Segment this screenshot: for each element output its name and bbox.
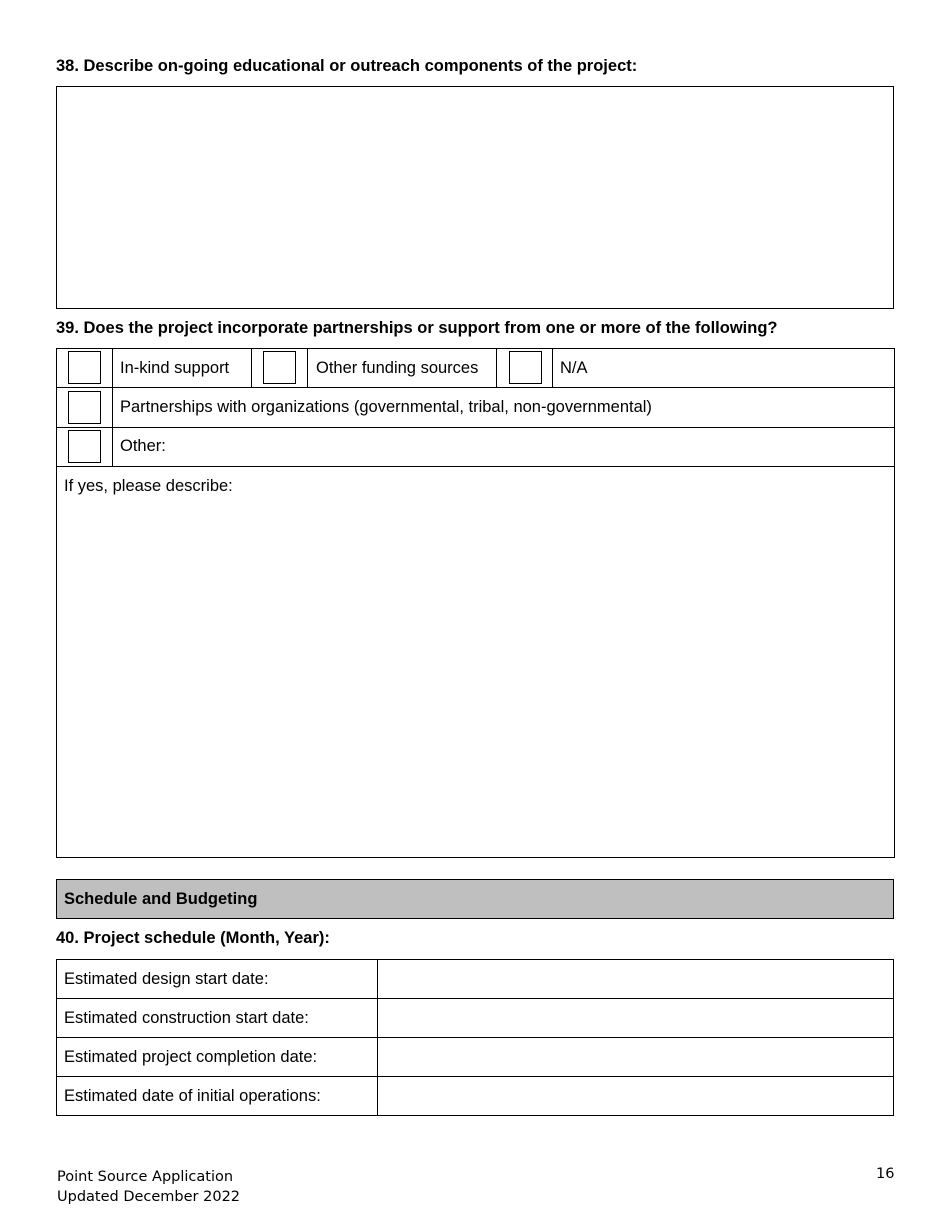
partnerships-label: Partnerships with organizations (governmental, tribal, non-governmental)	[120, 398, 652, 416]
column-divider	[496, 348, 497, 387]
column-divider	[307, 348, 308, 387]
footer-updated: Updated December 2022	[57, 1189, 241, 1205]
design-start-date-field[interactable]	[378, 960, 893, 998]
column-divider	[251, 348, 252, 387]
question-40-label: 40. Project schedule (Month, Year):	[56, 929, 330, 947]
in-kind-support-label: In-kind support	[120, 359, 230, 377]
other-funding-checkbox[interactable]	[263, 351, 296, 384]
other-funding-label: Other funding sources	[316, 359, 479, 377]
other-label: Other:	[120, 437, 166, 455]
footer-title: Point Source Application	[57, 1169, 234, 1185]
construction-start-label: Estimated construction start date:	[64, 1009, 309, 1027]
row-divider	[56, 387, 895, 388]
initial-operations-date-field[interactable]	[378, 1077, 893, 1115]
na-label: N/A	[560, 359, 588, 377]
outreach-description-field[interactable]	[56, 86, 894, 309]
row-divider	[56, 427, 895, 428]
partnerships-checkbox[interactable]	[68, 391, 101, 424]
column-divider	[552, 348, 553, 387]
section-title: Schedule and Budgeting	[64, 890, 258, 908]
construction-start-date-field[interactable]	[378, 999, 893, 1037]
design-start-label: Estimated design start date:	[64, 970, 269, 988]
partnerships-description-field[interactable]	[57, 467, 894, 857]
other-checkbox[interactable]	[68, 430, 101, 463]
describe-label: If yes, please describe:	[64, 477, 233, 495]
column-divider	[112, 348, 113, 466]
initial-operations-label: Estimated date of initial operations:	[64, 1087, 321, 1105]
na-checkbox[interactable]	[509, 351, 542, 384]
question-38-label: 38. Describe on-going educational or outreach components of the project:	[56, 57, 638, 75]
in-kind-support-checkbox[interactable]	[68, 351, 101, 384]
question-39-label: 39. Does the project incorporate partnerships or support from one or more of the following?	[56, 319, 778, 337]
page-number: 16	[876, 1166, 895, 1182]
completion-date-field[interactable]	[378, 1038, 893, 1076]
completion-date-label: Estimated project completion date:	[64, 1048, 318, 1066]
